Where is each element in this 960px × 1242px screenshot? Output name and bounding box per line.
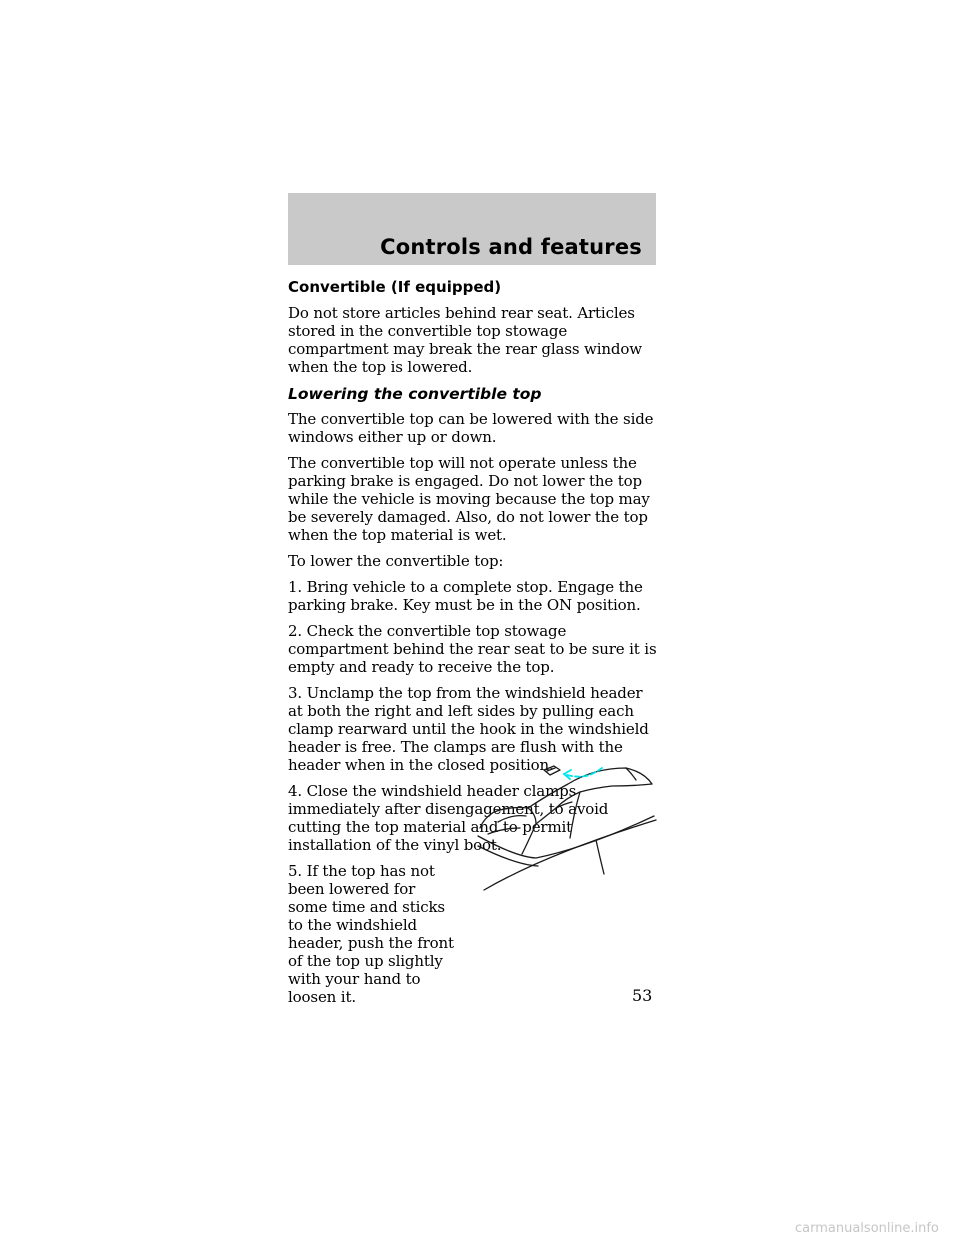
subheading-lowering: Lowering the convertible top bbox=[288, 385, 542, 403]
section-header-band bbox=[288, 193, 656, 265]
paragraph: To lower the convertible top: bbox=[288, 552, 504, 570]
convertible-top-release-icon bbox=[476, 762, 660, 894]
paragraph: The convertible top can be lowered with the side windows either up or down. bbox=[288, 410, 654, 446]
step-item: 3. Unclamp the top from the windshield header at both the right and left sides by pulling each clamp rearward until the hook in the windshield header is free. The clamps are flush with the header when in the closed position. bbox=[288, 684, 649, 774]
page-content bbox=[288, 278, 660, 1006]
step-item: 4. Close the windshield header clamps immediately after disengagement, to avoid cutting the top material and to permit installation of the vinyl boot. bbox=[288, 782, 609, 854]
step-item: 5. If the top has not been lowered for some time and sticks to the windshield header, push the front of the top up slightly with your hand to loosen it. bbox=[288, 862, 454, 1006]
intro-paragraph: Do not store articles behind rear seat. Articles stored in the convertible top stowage compartment may break the rear glass window when the top is lowered. bbox=[288, 304, 642, 376]
step-item: 2. Check the convertible top stowage compartment behind the rear seat to be sure it is empty and ready to receive the top. bbox=[288, 622, 657, 676]
step-item: 1. Bring vehicle to a complete stop. Engage the parking brake. Key must be in the ON position. bbox=[288, 578, 643, 614]
page-number: 53 bbox=[632, 986, 653, 1005]
watermark: carmanualsonline.info bbox=[795, 1221, 939, 1236]
section-header-title: Controls and features bbox=[380, 235, 642, 259]
paragraph: The convertible top will not operate unless the parking brake is engaged. Do not lower the top while the vehicle is moving because the top may be severely damaged. Also, do not lower the top when the top material is wet. bbox=[288, 454, 650, 544]
section-heading: Convertible (If equipped) bbox=[288, 278, 502, 296]
